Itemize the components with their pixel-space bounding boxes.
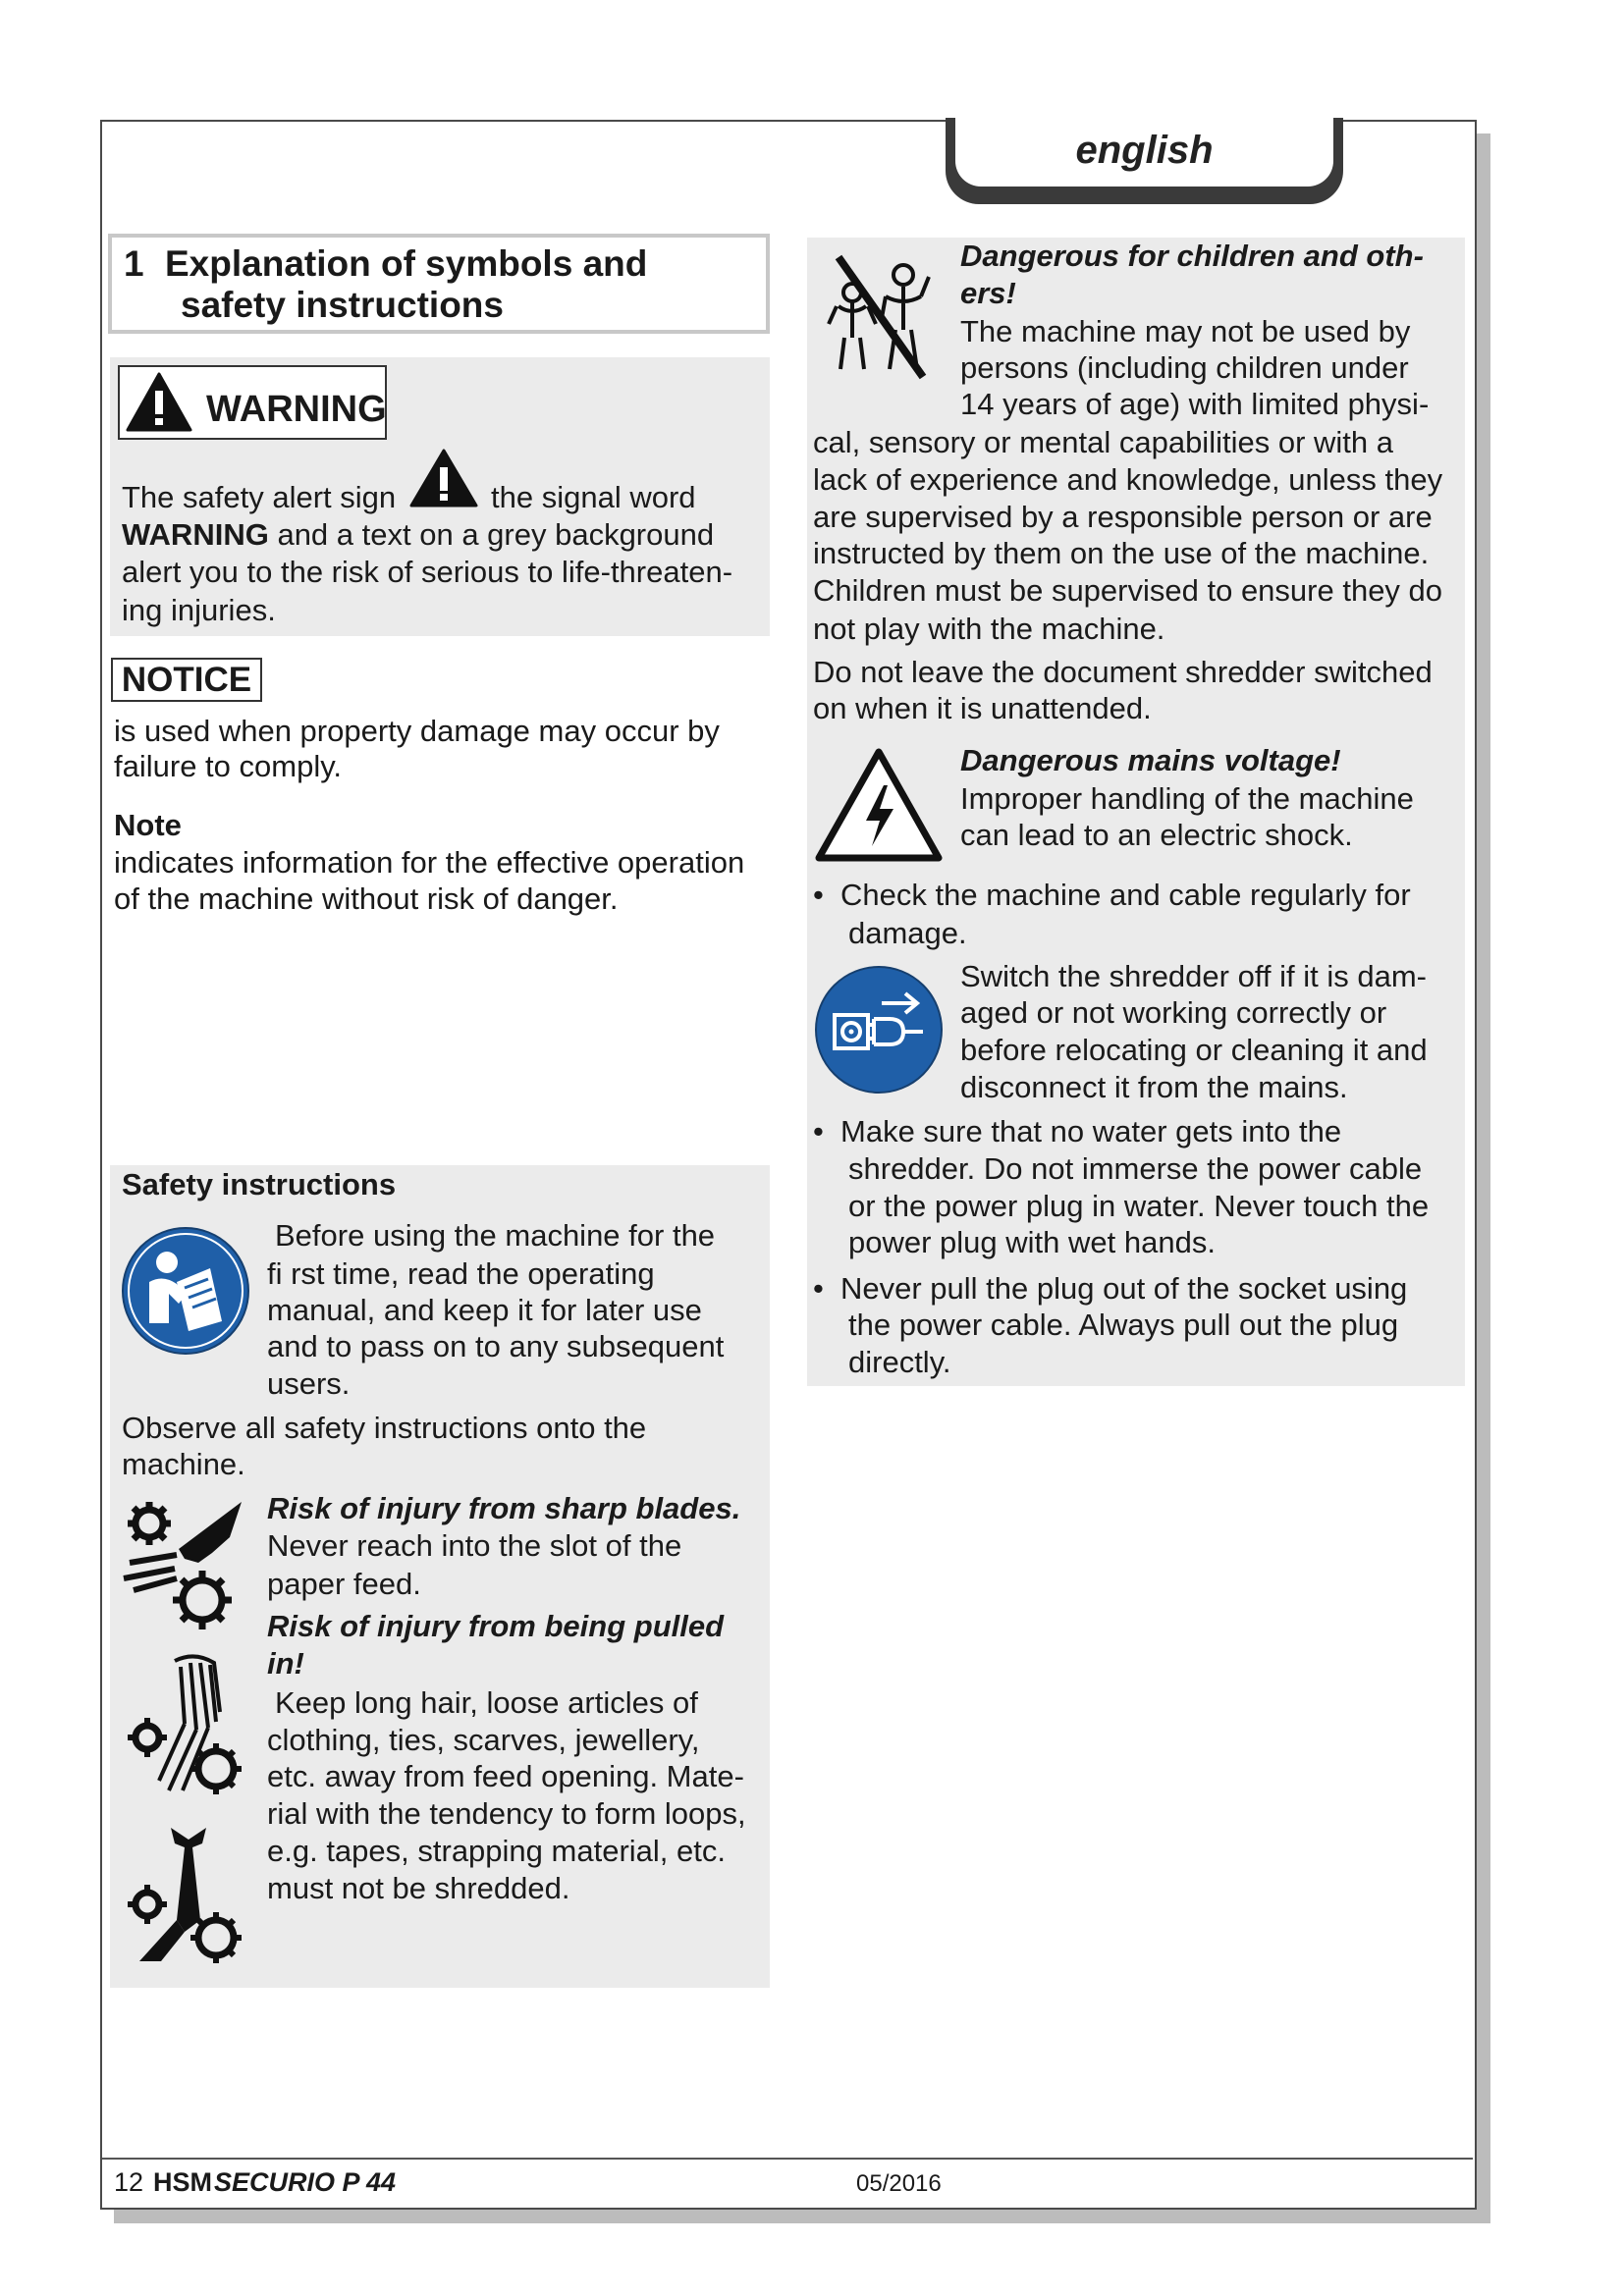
bullet1-line2: damage. [848,916,967,950]
section-title-line1: Explanation of symbols and [165,243,648,284]
pulled-title-line2: in! [267,1646,304,1681]
section-number: 1 [124,243,144,284]
switch-line1: Switch the shredder off if it is dam- [960,959,1427,993]
children-line4: cal, sensory or mental capabilities or with a [813,425,1393,459]
blades-line1: Never reach into the slot of the [267,1528,682,1563]
manual-line2: fi rst time, read the operating [267,1256,655,1291]
unattended-line2: on when it is unattended. [813,691,1152,725]
voltage-title: Dangerous mains voltage! [960,743,1341,777]
safety-title: Safety instructions [122,1167,397,1201]
sharp-blades-icon [120,1494,245,1633]
manual-line4: and to pass on to any subsequent [267,1329,725,1363]
warning-line2-rest: and a text on a grey background [277,517,715,552]
no-children-icon [825,247,935,385]
language-label: english [955,118,1333,187]
switch-line2: aged or not working correctly or [960,995,1387,1030]
children-line7: instructed by them on the use of the machine. [813,536,1430,570]
pulled-line1: Keep long hair, loose articles of [275,1685,698,1720]
section-title-line2: safety instructions [181,285,504,325]
warning-bold-word: WARNING [122,517,269,552]
children-line3: 14 years of age) with limited physi- [960,387,1430,421]
bullet2-line1: Make sure that no water gets into the [840,1114,1342,1148]
note-text-line1: indicates information for the effective operation [114,845,745,880]
switch-line4: disconnect it from the mains. [960,1070,1348,1104]
voltage-line1: Improper handling of the machine [960,781,1414,816]
footer-divider [102,2158,1473,2160]
language-tab [946,118,1343,204]
warning-triangle-icon [126,371,192,434]
manual-line5: users. [267,1366,351,1401]
blades-line2: paper feed. [267,1567,421,1601]
unattended-line1: Do not leave the document shredder switched [813,655,1433,689]
warning-text-line1a: The safety alert sign [122,480,397,514]
bullet2-dot: • [813,1114,824,1148]
observe-line1: Observe all safety instructions onto the [122,1411,647,1445]
children-line1: The machine may not be used by [960,314,1411,348]
pulled-line2: clothing, ties, scarves, jewellery, [267,1723,700,1757]
pulled-line5: e.g. tapes, strapping material, etc. [267,1834,726,1868]
children-line2: persons (including children under [960,350,1409,385]
blades-title: Risk of injury from sharp blades. [267,1491,741,1525]
hair-pulled-in-icon [126,1653,247,1800]
bullet2-line4: power plug with wet hands. [848,1225,1216,1259]
footer-model: SECURIO P 44 [214,2167,397,2197]
warning-label [118,365,387,440]
footer-page-number: 12 [114,2167,144,2197]
footer-date: 05/2016 [856,2170,942,2197]
children-line5: lack of experience and knowledge, unless they [813,462,1443,497]
warning-text-line4: ing injuries. [122,593,276,627]
children-title-line2: ers! [960,276,1016,310]
bullet3-line3: directly. [848,1345,951,1379]
pulled-line4: rial with the tendency to form loops, [267,1796,746,1831]
note-text-line2: of the machine without risk of danger. [114,881,619,916]
notice-text-line1: is used when property damage may occur by [114,714,720,748]
manual-line1: Before using the machine for the [275,1218,716,1253]
disconnect-mains-icon [813,964,945,1095]
read-manual-icon [120,1225,251,1357]
bullet1-line1: Check the machine and cable regularly for [840,878,1411,912]
warning-text-line1b: the signal word [491,480,696,514]
electric-shock-icon [815,748,943,862]
children-line9: not play with the machine. [813,612,1165,646]
safety-alert-icon [408,448,479,508]
observe-line2: machine. [122,1447,245,1481]
bullet2-line3: or the power plug in water. Never touch the [848,1189,1430,1223]
children-line8: Children must be supervised to ensure they do [813,573,1443,608]
bullet2-line2: shredder. Do not immerse the power cable [848,1151,1423,1186]
children-title-line1: Dangerous for children and oth- [960,239,1424,273]
bullet3-line2: the power cable. Always pull out the plug [848,1308,1399,1342]
warning-text-line2 [122,516,714,554]
switch-line3: before relocating or cleaning it and [960,1033,1428,1067]
tie-pulled-in-icon [126,1822,247,1969]
voltage-line2: can lead to an electric shock. [960,818,1353,852]
children-line6: are supervised by a responsible person or are [813,500,1433,534]
section-heading [108,234,770,334]
pulled-title-line1: Risk of injury from being pulled [267,1609,725,1643]
notice-label: NOTICE [111,658,262,702]
notice-text-line2: failure to comply. [114,749,343,783]
bullet1-dot: • [813,878,824,912]
bullet3-line1: Never pull the plug out of the socket using [840,1271,1408,1306]
bullet3-dot: • [813,1271,824,1306]
warning-word: WARNING [206,389,387,430]
warning-text-line3: alert you to the risk of serious to life-threaten- [122,555,733,589]
manual-line3: manual, and keep it for later use [267,1293,702,1327]
footer-brand: HSM [153,2167,212,2197]
pulled-line6: must not be shredded. [267,1871,570,1905]
pulled-line3: etc. away from feed opening. Mate- [267,1759,744,1793]
note-title: Note [114,808,182,842]
